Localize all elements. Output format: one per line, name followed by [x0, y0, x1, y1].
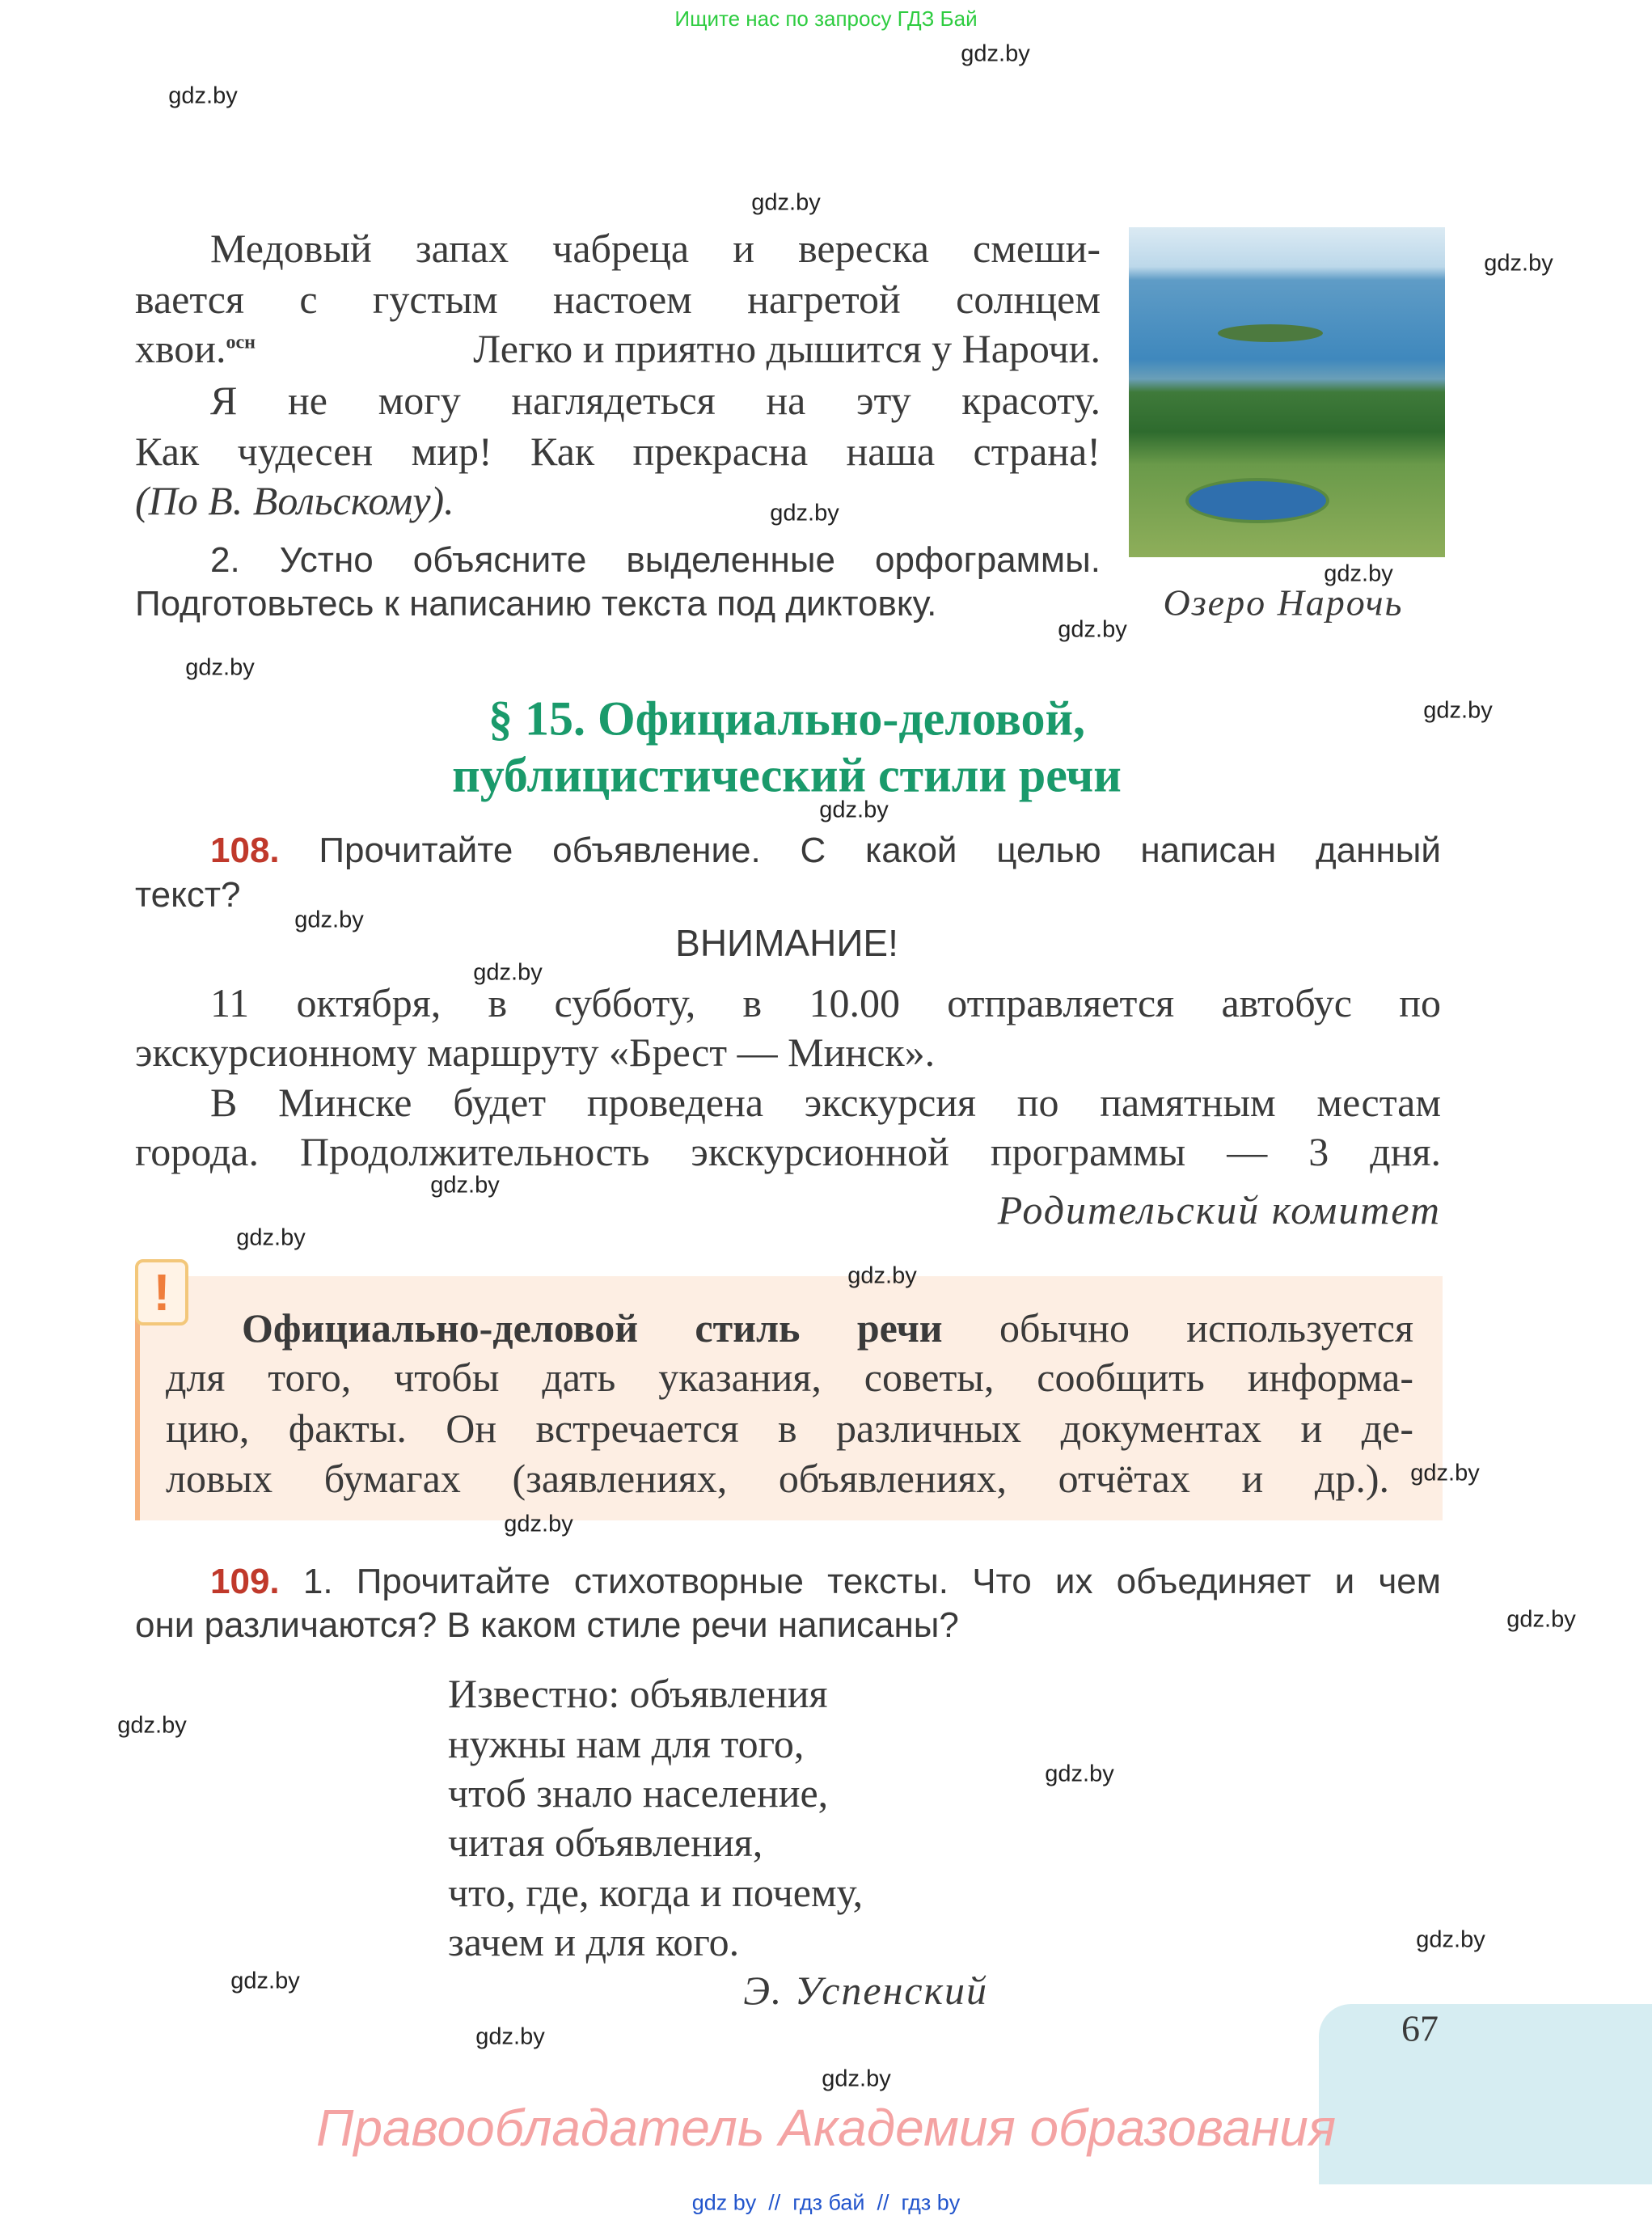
notice-line: экскурсионному маршруту «Брест — Минск». [135, 1030, 936, 1075]
notice-line: города. Продолжительность экскурсионной программы — 3 дня. [135, 1129, 1441, 1174]
watermark: gdz.by [473, 959, 543, 986]
watermark: gdz.by [294, 907, 364, 933]
watermark: gdz.by [1423, 697, 1493, 724]
exercise-108-task [135, 831, 1441, 871]
watermark: gdz.by [185, 654, 255, 681]
watermark: gdz.by [751, 189, 821, 216]
watermark: gdz.by [1416, 1926, 1485, 1953]
rule-line: ловых бумагах (заявлениях, объявлениях, отчётах и др.). [166, 1456, 1389, 1501]
poem-author: Э. Успенский [743, 1968, 988, 2013]
poem-line: зачем и для кого. [448, 1919, 740, 1964]
watermark: gdz.by [1045, 1761, 1114, 1787]
exercise-text: Прочитайте объявление. С какой целью написан данный [319, 831, 1441, 870]
watermark: gdz.by [819, 797, 889, 823]
watermark: gdz.by [168, 82, 238, 109]
passage-line: Медовый запах чабреца и вереска смеши- [210, 226, 1101, 271]
photo-caption: Озеро Нарочь [1163, 581, 1404, 624]
task-line: 2. Устно объясните выделенные орфограммы. [210, 540, 1101, 580]
exercise-number: 109. [210, 1562, 280, 1601]
passage-line: Как чудесен мир! Как прекрасна наша страна! [135, 429, 1101, 474]
notice-line: 11 октября, в субботу, в 10.00 отправляется автобус по [210, 980, 1441, 1025]
exclamation-icon: ! [135, 1259, 188, 1326]
exercise-109-task: они различаются? В каком стиле речи написаны? [135, 1605, 959, 1645]
passage-line [135, 325, 1101, 372]
watermark: gdz.by [847, 1262, 917, 1289]
section-title: публицистический стили речи [452, 748, 1122, 802]
watermark: gdz.by [822, 2065, 891, 2092]
copyright-notice: Правообладатель Академия образования [315, 2099, 1337, 2157]
watermark: gdz.by [1484, 250, 1553, 277]
watermark: gdz.by [236, 1224, 306, 1251]
exercise-number: 108. [210, 831, 280, 870]
watermark: gdz.by [117, 1712, 187, 1739]
lake-photo [1129, 227, 1445, 557]
poem-line: чтоб знало население, [448, 1770, 829, 1816]
watermark: gdz.by [1058, 616, 1127, 643]
watermark: gdz.by [1506, 1606, 1576, 1633]
passage-text: хвои. [135, 326, 226, 371]
watermark: gdz.by [961, 40, 1030, 67]
notice-line: В Минске будет проведена экскурсия по памятным местам [210, 1080, 1441, 1125]
watermark: gdz.by [1410, 1460, 1480, 1486]
passage-text: Легко и приятно дышится у Нарочи. [473, 326, 1101, 371]
passage-source: (По В. Вольскому). [135, 478, 454, 523]
watermark: gdz.by [230, 1968, 300, 1994]
task-line: Подготовьтесь к написанию текста под диктовку. [135, 584, 937, 624]
poem-line: Известно: объявления [448, 1671, 828, 1716]
rule-line: цию, факты. Он встречается в различных документах и де- [166, 1406, 1413, 1451]
notice-title: ВНИМАНИЕ! [675, 922, 898, 964]
page-number: 67 [1401, 2007, 1439, 2049]
rule-line: для того, чтобы дать указания, советы, сообщить информа- [166, 1355, 1413, 1400]
footer-links[interactable]: gdz by // гдз бай // гдз by [691, 2190, 961, 2215]
rule-line [166, 1304, 1413, 1351]
section-title: § 15. Официально-деловой, [488, 691, 1086, 746]
exercise-108-task: текст? [135, 875, 241, 915]
notice-signature: Родительский комитет [997, 1187, 1441, 1233]
passage-line: Я не могу наглядеться на эту красоту. [210, 378, 1101, 423]
watermark: gdz.by [1324, 560, 1393, 587]
watermark: gdz.by [430, 1172, 500, 1199]
passage-line: вается с густым настоем нагретой солнцем [135, 277, 1101, 322]
superscript-mark: осн [226, 332, 256, 353]
exercise-text: 1. Прочитайте стихотворные тексты. Что их объединяет и чем [302, 1562, 1441, 1601]
watermark: gdz.by [504, 1511, 573, 1537]
watermark: gdz.by [770, 500, 839, 526]
exercise-109-task [135, 1562, 1441, 1602]
rule-term: Официально-деловой стиль речи [242, 1305, 943, 1351]
poem-line: читая объявления, [448, 1820, 763, 1865]
watermark: gdz.by [475, 2023, 545, 2050]
poem-line: нужны нам для того, [448, 1721, 805, 1766]
header-link[interactable]: Ищите нас по запросу ГДЗ Бай [674, 6, 978, 31]
poem-line: что, где, когда и почему, [448, 1870, 864, 1915]
rule-text: обычно используется [999, 1305, 1413, 1351]
